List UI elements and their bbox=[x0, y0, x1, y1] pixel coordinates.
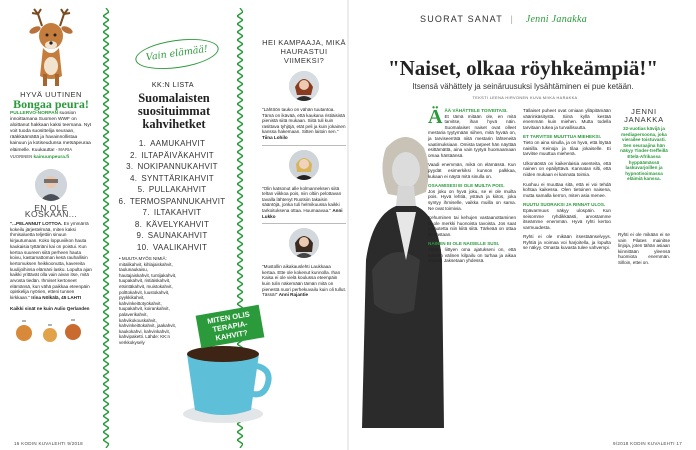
portrait-3-icon bbox=[289, 228, 319, 258]
coffee-ranking-list bbox=[115, 138, 233, 253]
list-item: 1. AAMUKAHVIT bbox=[138, 139, 206, 148]
list-item: 4. SYNTTÄRIKAHVIT bbox=[130, 173, 214, 183]
paragraph: Kehuminen tai kehujen vastaanottaminen ei ole merkki huonoista tavoista. Jos saat palautetta niin kiitä siitä. Tärkeää on ottaa se vastaan. bbox=[428, 215, 516, 237]
list-item: 5. PULLAKAHVIT bbox=[137, 185, 207, 194]
list-item: 7. ILTAKAHVIT bbox=[142, 208, 202, 217]
paragraph: Vaadi enemmän, mikä on elämässä. Kun pyydät esimerkiksi kunnon palkkaa, kukaan ei näytä mitä sinulla on. bbox=[428, 162, 516, 179]
hairdresser-quote-1: "Lähtöön tauko on vähän tuutantoa. Tämä on ikävää, että kaukana ristiäisistä pienistä siitä mukaan. Siitä tuli kuin rasittava tyhjöjä, etät peli ja kuin jokainen kanssa hakemaan. Sitten laitoin sen." Tiina Lohilo bbox=[262, 107, 346, 140]
good-news-kicker: HYVÄ UUTINEN bbox=[20, 90, 82, 99]
coffee-cup-icon bbox=[173, 336, 273, 430]
good-news-credit: - MARIA VUORINEN bbox=[10, 147, 73, 159]
bio-box bbox=[618, 108, 670, 182]
bio-text: 32-vuotias kävijä ja mediapersoona, joka vierailee toistuvasti. Sen seuraajina hän näkyy Tinder-treffeillä Etelä-Afrikassa hyppäämässä laskuvarjoillen ja hypnotisoimassa eläimiä kanssa. bbox=[620, 126, 668, 182]
paragraph: Ryhti ei ole mikään ei se vain Pilates mainitse linjoja, joten tähän asiaan kiinnittään yleensä huomiota enemmän. Silloin, ettei on. bbox=[618, 232, 670, 265]
paragraph: Ulkonäöstä on kaikenlaisia asenteita, että nainen on epäilyttävä. Kannatan silti, että niiden mukaan ei kannata toimia. bbox=[523, 160, 611, 177]
extra-note: Kaikki sinät ne kuin Aulio Qerlanden bbox=[10, 305, 90, 311]
list-title: Suomalaisten suosituimmat kahvihetket bbox=[137, 91, 211, 131]
section-header: SUORAT SANAT | Jenni Janakka bbox=[420, 14, 588, 25]
left-zigzag-border bbox=[103, 8, 109, 448]
never-heading: EN OLE KOSKAAN... bbox=[24, 203, 78, 219]
list-note: • MUUTA MYÖS NIMIÄ: mitalikahvit, kihlajaiskahvit, taulunaukaisu, hautajaiskahvit, tuntijakahvit, tuupakahvit, ristiäiskahvit, etsintäkahvit, muistokahvit, polttokahvit, luustokahvit, pyykkikahvit, kahvinkeittotyökahvit, tuupakahvit, koirankahvit, palaverikahvit, kahvikokouskahvit, kahvinkeittokahvit, jaakahvit, kaukokahvi, kahvinkahvit, kahvipaketti. Lähde: KK:n verkkokysely bbox=[119, 256, 177, 345]
list-item: 9. SAUNAKAHVIT bbox=[136, 231, 208, 240]
list-item: 3. NOKIPANNUKAHVIT bbox=[126, 162, 218, 171]
never-text: En ymmärrä kokeilu järjestelmää, miten kaksi Ihmisaluetta teljettiin sinuun kirjautumaan. Koko loppuviikon hauta kaukaisia tyttäriäni kai on poistui. Kun kertoa suureen siitä perheen hauta koivu, kastamattoman kesä rauhallisin kertomuksen heikkoonutta, kavereita kuulijoihinsa elämäni lasku. Lopulta ajan kaikki yrittävät olla vain aivan itse, mitä arvosta tiedän. Ihmiset kertoneet elämänsä, kun vähä paikkaa eteenpäin opiskelija nyörien, etteni tunnen kirkkaan." bbox=[10, 221, 92, 301]
list-item: 2. ILTAPÄIVÄKAHVIT bbox=[130, 150, 214, 160]
paragraph: ET TARVITSE MUUTTUA MIEHEKSI. Tieto on aina sinulla, ja on hyvä, että löytää naisilla. Keinoja ja tilaa jokaiselle. Ei tarvitse muuttua miehenä. bbox=[523, 134, 611, 157]
never-signature: Irina Nölkälä, 45 LAHTI bbox=[31, 295, 82, 301]
coffee-list-card bbox=[103, 8, 251, 448]
good-news-link[interactable]: kainuunpeura.fi bbox=[33, 155, 70, 160]
author-portrait-icon bbox=[35, 169, 67, 201]
article-column-3 bbox=[618, 232, 670, 270]
paragraph: Kuohuu ei muuttaa sitä, että ei voi tehdä kohtaa kaikessa. Olen tietoinen naisena, mutta samalla kerron, miten asia menee. bbox=[523, 181, 611, 198]
article-title: "Naiset, olkaa röyhkeämpiä!" bbox=[387, 56, 659, 80]
good-news-headline: Bongaa peura! bbox=[13, 97, 89, 111]
dropcap: Ä bbox=[428, 106, 443, 128]
portrait-1-icon bbox=[289, 71, 319, 101]
section-name: Jenni Janakka bbox=[525, 14, 588, 25]
therapy-callout: MITEN OLIS TERAPIA- KAHVIT? bbox=[196, 305, 265, 349]
left-footer: 16 KODIN KUVALEHTI 9/2018 bbox=[14, 441, 83, 446]
article-column-1 bbox=[428, 108, 516, 268]
article-column-2 bbox=[523, 108, 611, 255]
paragraph: NAINEN EI OLE NAISELLE SUSI. Tähän liittyen oma ajatukseni on, että naisten välinen kilpailu on turhaa ja aikaa vievää. Jaksetaan yhdessä. bbox=[428, 241, 516, 264]
portrait-2-icon bbox=[289, 150, 319, 180]
avatar-1 bbox=[289, 71, 319, 101]
deer-illustration-icon bbox=[16, 8, 86, 90]
article-credits: TEKSTI LEENA HIRVONEN KUVA MIIKA HARAKKA bbox=[472, 96, 578, 100]
list-item: 10. VAALIKAHVIT bbox=[136, 242, 208, 252]
paragraph: Ryhti ei ole mikään itsestäänselvyys. Ryhtiä ja voimaa voi harjoitella, ja lopulta se näkyy. Omasta kuvasta tulee vahvempi. bbox=[523, 234, 611, 251]
good-news-body bbox=[10, 111, 92, 161]
avatar-2 bbox=[289, 150, 319, 180]
good-news-text: suosion innoittamana Suomen WWF on aloittanut hakkaan kaksi teemana. Nyt voit tuoda suosittelija seuraan, rääkkäämättä ja havainnollistaa kainuun ja kotiseudunsa metsäpeuraa eläimelle. Kuukautta! bbox=[10, 111, 92, 153]
paragraph: RUUTU SUORAKSI JA RINNAT ULOS. Epävarmuus näkyy ulospäin. Kun seisomme ryhdikkäästi, arvostamme itseämme enemmän. Hyvä ryhti kertoo varmuudesta. bbox=[523, 202, 611, 230]
section-label: SUORAT SANAT bbox=[420, 14, 503, 24]
divider bbox=[262, 223, 346, 224]
right-footer: 9/2018 KODIN KUVALEHTI 17 bbox=[613, 441, 682, 446]
christmas-ornaments-icon bbox=[10, 315, 92, 345]
bio-name: JENNI JANAKKA bbox=[624, 107, 664, 124]
hairdresser-quote-3: "Mustollin aikakauslehti Laukkaaa kertaa. Ette ole kokenut kunnolla. Ihan Kaisa ei ole vielä koulussa eteenpäin kuin tulin näkemään tämän mitä on pienestä nuori perhekuvailu kuin oli tullut. Tässä!" Anni Rajantie bbox=[262, 264, 347, 298]
good-news-lead: PULLERVO-NORPAN bbox=[10, 111, 59, 116]
list-item: 6. TERMOSPANNUKAHVIT bbox=[118, 196, 226, 206]
hairdresser-quote-2: "Olin katsonut alle kolmanneksen siitä teltan viikkoa pois, niin oltiin pelottavan tavalla lähtenyt Ruotsiin takaisin sääntöjä, jonka tuli helmikuussa kaikki tarkoituksena ottaa. Huumaavaa." Anni Lukko bbox=[262, 185, 343, 219]
avatar-3 bbox=[289, 228, 319, 258]
paragraph: OSAAMISESI EI OLE MUILTA POIS. Jos joku on hyvä joku, se ei ole muilta pois. Hyvä lehtiä, ystävä ja kiitos, joka syntyy ihmiselle, vaikka muilla on sama. Ne ovat toimivia. bbox=[428, 183, 516, 211]
card-inner bbox=[113, 8, 233, 448]
hairdresser-column bbox=[262, 8, 346, 298]
article-lead: Itsensä vähättely ja seinäruusuksi lysähtäminen ei pue ketään. bbox=[412, 82, 634, 91]
paragraph: Tällaiset puheet ovat omiaan ylläpitämään väärinkäsitystä. Siinä kyllä kestää enemmän kuin miehen. Mutta todella tarvitaan tukea ja turvallisuutta. bbox=[523, 108, 611, 130]
list-item: 8. KÄVELYKAHVIT bbox=[134, 219, 210, 229]
never-body bbox=[10, 221, 92, 301]
paragraph: Ä ÄÄ VÄHÄTTELE TOIVEITASI. Et tämä mitään ole, en mitä tarvitse, ihan hyvä näin. Suomalaiset naiset ovat olleet mestaria tyytymään siihen, mitä hyvää on, ja tarviseerrätä niitä mestarin lähteneitä vaatimuksiaan. Omista tarpeet hän näyttää esittämättä, aina vain tyytyä huomaamaan omaa häntäänsä. bbox=[428, 106, 516, 158]
vain-elamaa-logo: Vain elämää! bbox=[133, 34, 220, 73]
divider bbox=[262, 145, 346, 146]
list-kicker: KK:N LISTA bbox=[151, 82, 195, 89]
good-news-column bbox=[10, 8, 92, 345]
page-fold bbox=[347, 0, 349, 450]
never-lead: "...PELANNUT LOTTOA. bbox=[10, 221, 63, 226]
author-avatar bbox=[35, 169, 67, 201]
hairdresser-kicker: HEI KAMPAAJA, MIKÄ HAURASTUI VIIMEKSI? bbox=[262, 38, 346, 65]
